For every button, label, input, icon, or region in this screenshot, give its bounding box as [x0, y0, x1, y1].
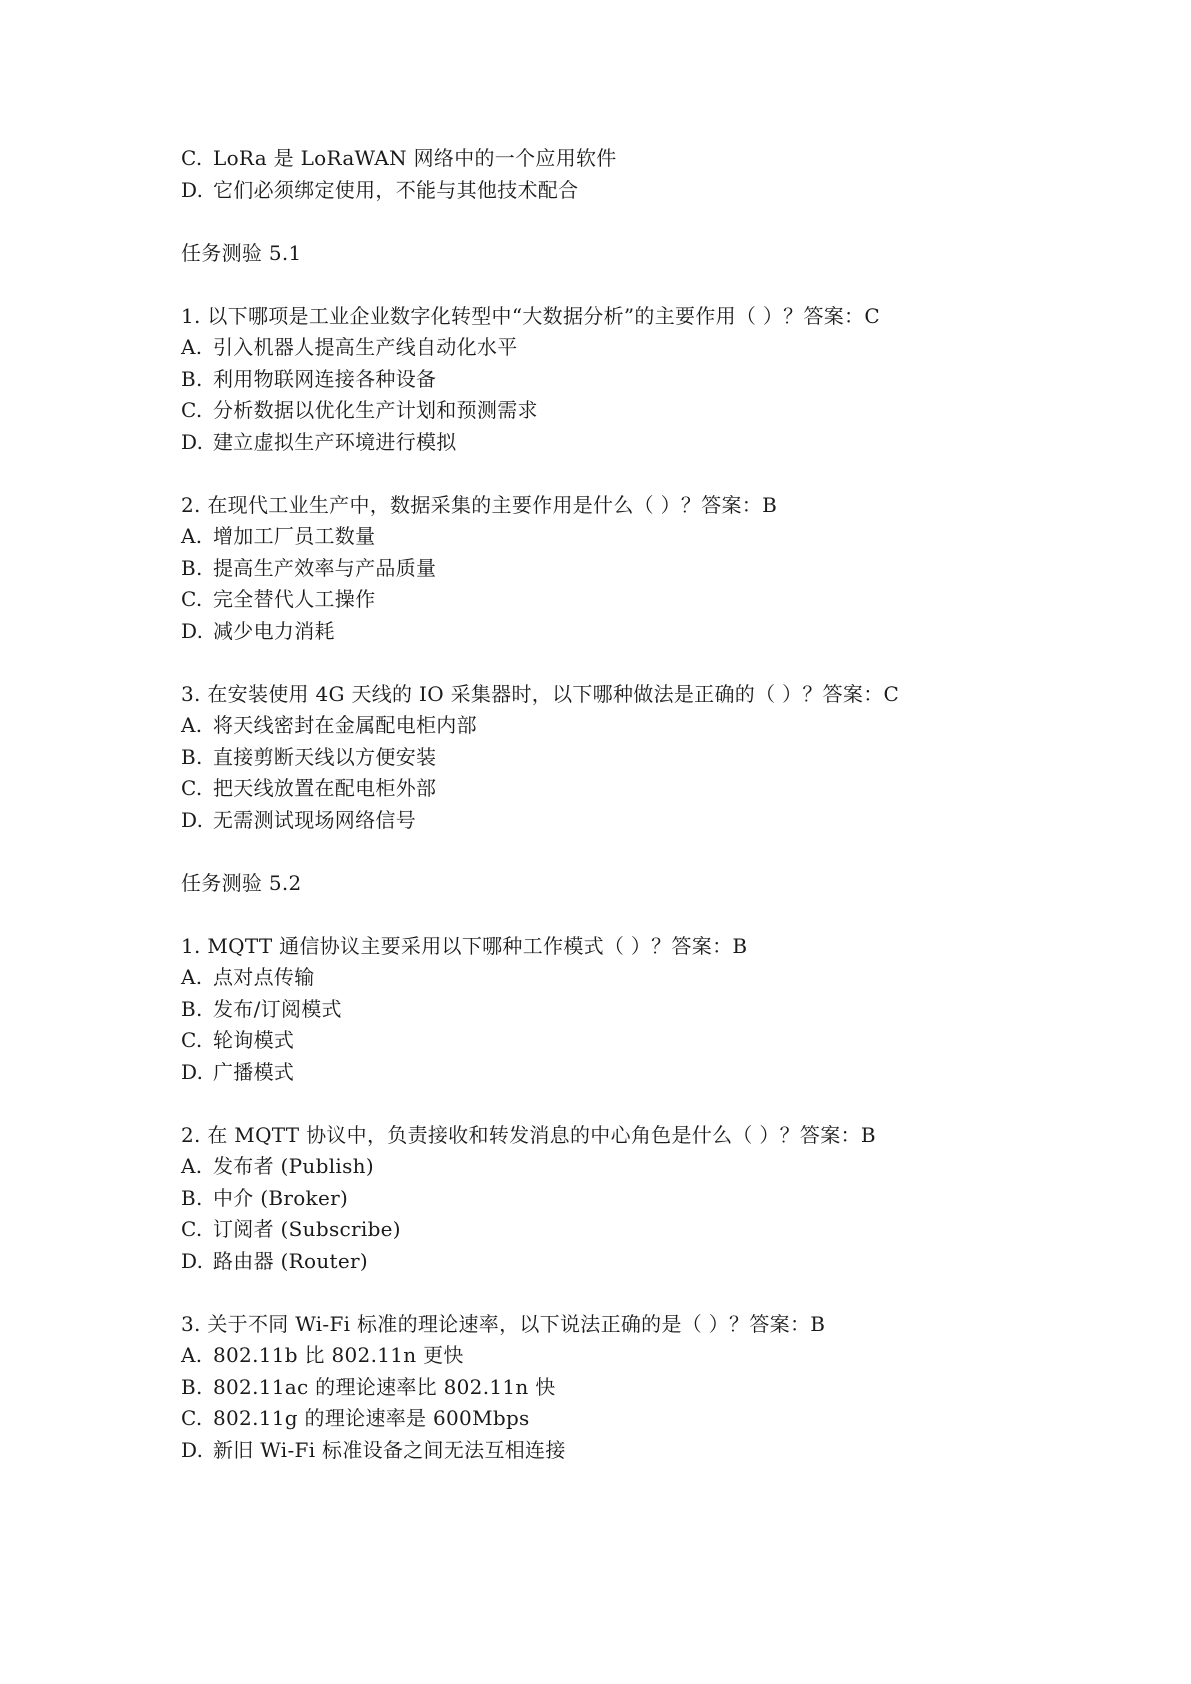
section-title: 任务测验 5.2: [181, 870, 302, 895]
option-letter: C.: [181, 776, 203, 800]
option-line: [181, 364, 1081, 396]
spacer: [181, 269, 1081, 301]
option-line: [181, 994, 1081, 1026]
option-line: [181, 1057, 1081, 1089]
option-letter: B.: [181, 555, 203, 580]
option-letter: B.: [181, 366, 203, 391]
option-line: [181, 1214, 1081, 1246]
option-text: 802.11g 的理论速率是 600Mbps: [213, 1406, 530, 1430]
option-line: [181, 584, 1081, 616]
option-text: 增加工厂员工数量: [213, 524, 376, 548]
option-text: 802.11ac 的理论速率比 802.11n 快: [213, 1374, 556, 1399]
option-text: 建立虚拟生产环境进行模拟: [213, 429, 457, 454]
option-letter: A.: [181, 965, 203, 989]
option-line: [181, 773, 1081, 805]
option-text: 点对点传输: [213, 965, 315, 989]
option-text: 发布/订阅模式: [213, 996, 342, 1021]
option-line: [181, 553, 1081, 585]
option-letter: D.: [181, 807, 204, 832]
option-line: [181, 710, 1081, 742]
option-line: [181, 1435, 1081, 1467]
option-text: 直接剪断天线以方便安装: [213, 744, 437, 769]
option-line: [181, 1372, 1081, 1404]
option-line: [181, 143, 1081, 175]
option-letter: A.: [181, 335, 203, 359]
option-text: 订阅者 (Subscribe): [213, 1217, 401, 1241]
option-letter: D.: [181, 1248, 204, 1273]
option-text: 利用物联网连接各种设备: [213, 366, 437, 391]
option-text: 引入机器人提高生产线自动化水平: [213, 335, 518, 359]
option-text: 完全替代人工操作: [213, 587, 376, 611]
question-stem: 2. 在现代工业生产中，数据采集的主要作用是什么（ ）？答案：B: [181, 492, 778, 517]
option-letter: B.: [181, 744, 203, 769]
option-line: [181, 1246, 1081, 1278]
option-text: 分析数据以优化生产计划和预测需求: [213, 398, 538, 422]
option-letter: A.: [181, 524, 203, 548]
question-stem: 3. 在安装使用 4G 天线的 IO 采集器时，以下哪种做法是正确的（ ）？答案：C: [181, 681, 900, 706]
option-line: [181, 521, 1081, 553]
option-letter: A.: [181, 1343, 203, 1367]
spacer: [181, 836, 1081, 868]
option-letter: C.: [181, 1406, 203, 1430]
option-text: 把天线放置在配电柜外部: [213, 776, 437, 800]
option-line: [181, 742, 1081, 774]
option-text: 提高生产效率与产品质量: [213, 555, 437, 580]
option-line: [181, 1340, 1081, 1372]
spacer: [181, 899, 1081, 931]
option-letter: B.: [181, 1374, 203, 1399]
option-letter: D.: [181, 618, 204, 643]
option-text: 将天线密封在金属配电柜内部: [213, 713, 477, 737]
option-line: [181, 427, 1081, 459]
option-text: 路由器 (Router): [213, 1248, 368, 1273]
option-line: [181, 395, 1081, 427]
option-letter: D.: [181, 1437, 204, 1462]
option-line: [181, 175, 1081, 207]
option-text: 轮询模式: [213, 1028, 295, 1052]
question-stem: 1. MQTT 通信协议主要采用以下哪种工作模式（ ）？答案：B: [181, 933, 748, 958]
option-text: 802.11b 比 802.11n 更快: [213, 1343, 464, 1367]
spacer: [181, 206, 1081, 238]
option-text: LoRa 是 LoRaWAN 网络中的一个应用软件: [213, 146, 617, 170]
option-text: 中介 (Broker): [213, 1185, 349, 1210]
spacer: [181, 1088, 1081, 1120]
section-title: 任务测验 5.1: [181, 240, 302, 265]
spacer: [181, 1277, 1081, 1309]
option-letter: B.: [181, 1185, 203, 1210]
option-line: [181, 1025, 1081, 1057]
option-text: 新旧 Wi-Fi 标准设备之间无法互相连接: [213, 1437, 566, 1462]
option-letter: C.: [181, 1217, 203, 1241]
spacer: [181, 458, 1081, 490]
document-page: [181, 143, 1081, 1466]
option-letter: A.: [181, 1154, 203, 1178]
option-line: [181, 616, 1081, 648]
option-letter: B.: [181, 996, 203, 1021]
option-letter: D.: [181, 1059, 204, 1084]
option-text: 它们必须绑定使用，不能与其他技术配合: [213, 177, 579, 202]
option-letter: D.: [181, 429, 204, 454]
spacer: [181, 647, 1081, 679]
option-letter: A.: [181, 713, 203, 737]
option-letter: D.: [181, 177, 204, 202]
option-line: [181, 1403, 1081, 1435]
option-letter: C.: [181, 398, 203, 422]
option-letter: C.: [181, 1028, 203, 1052]
option-text: 发布者 (Publish): [213, 1154, 374, 1178]
option-line: [181, 962, 1081, 994]
option-text: 减少电力消耗: [213, 618, 335, 643]
option-line: [181, 1183, 1081, 1215]
option-line: [181, 805, 1081, 837]
option-letter: C.: [181, 146, 203, 170]
question-stem: 2. 在 MQTT 协议中，负责接收和转发消息的中心角色是什么（ ）？答案：B: [181, 1122, 876, 1147]
option-text: 无需测试现场网络信号: [213, 807, 416, 832]
question-stem: 1. 以下哪项是工业企业数字化转型中“大数据分析”的主要作用（ ）？答案：C: [181, 303, 880, 328]
option-letter: C.: [181, 587, 203, 611]
option-line: [181, 1151, 1081, 1183]
question-stem: 3. 关于不同 Wi-Fi 标准的理论速率，以下说法正确的是（ ）？答案：B: [181, 1311, 826, 1336]
option-text: 广播模式: [213, 1059, 295, 1084]
option-line: [181, 332, 1081, 364]
